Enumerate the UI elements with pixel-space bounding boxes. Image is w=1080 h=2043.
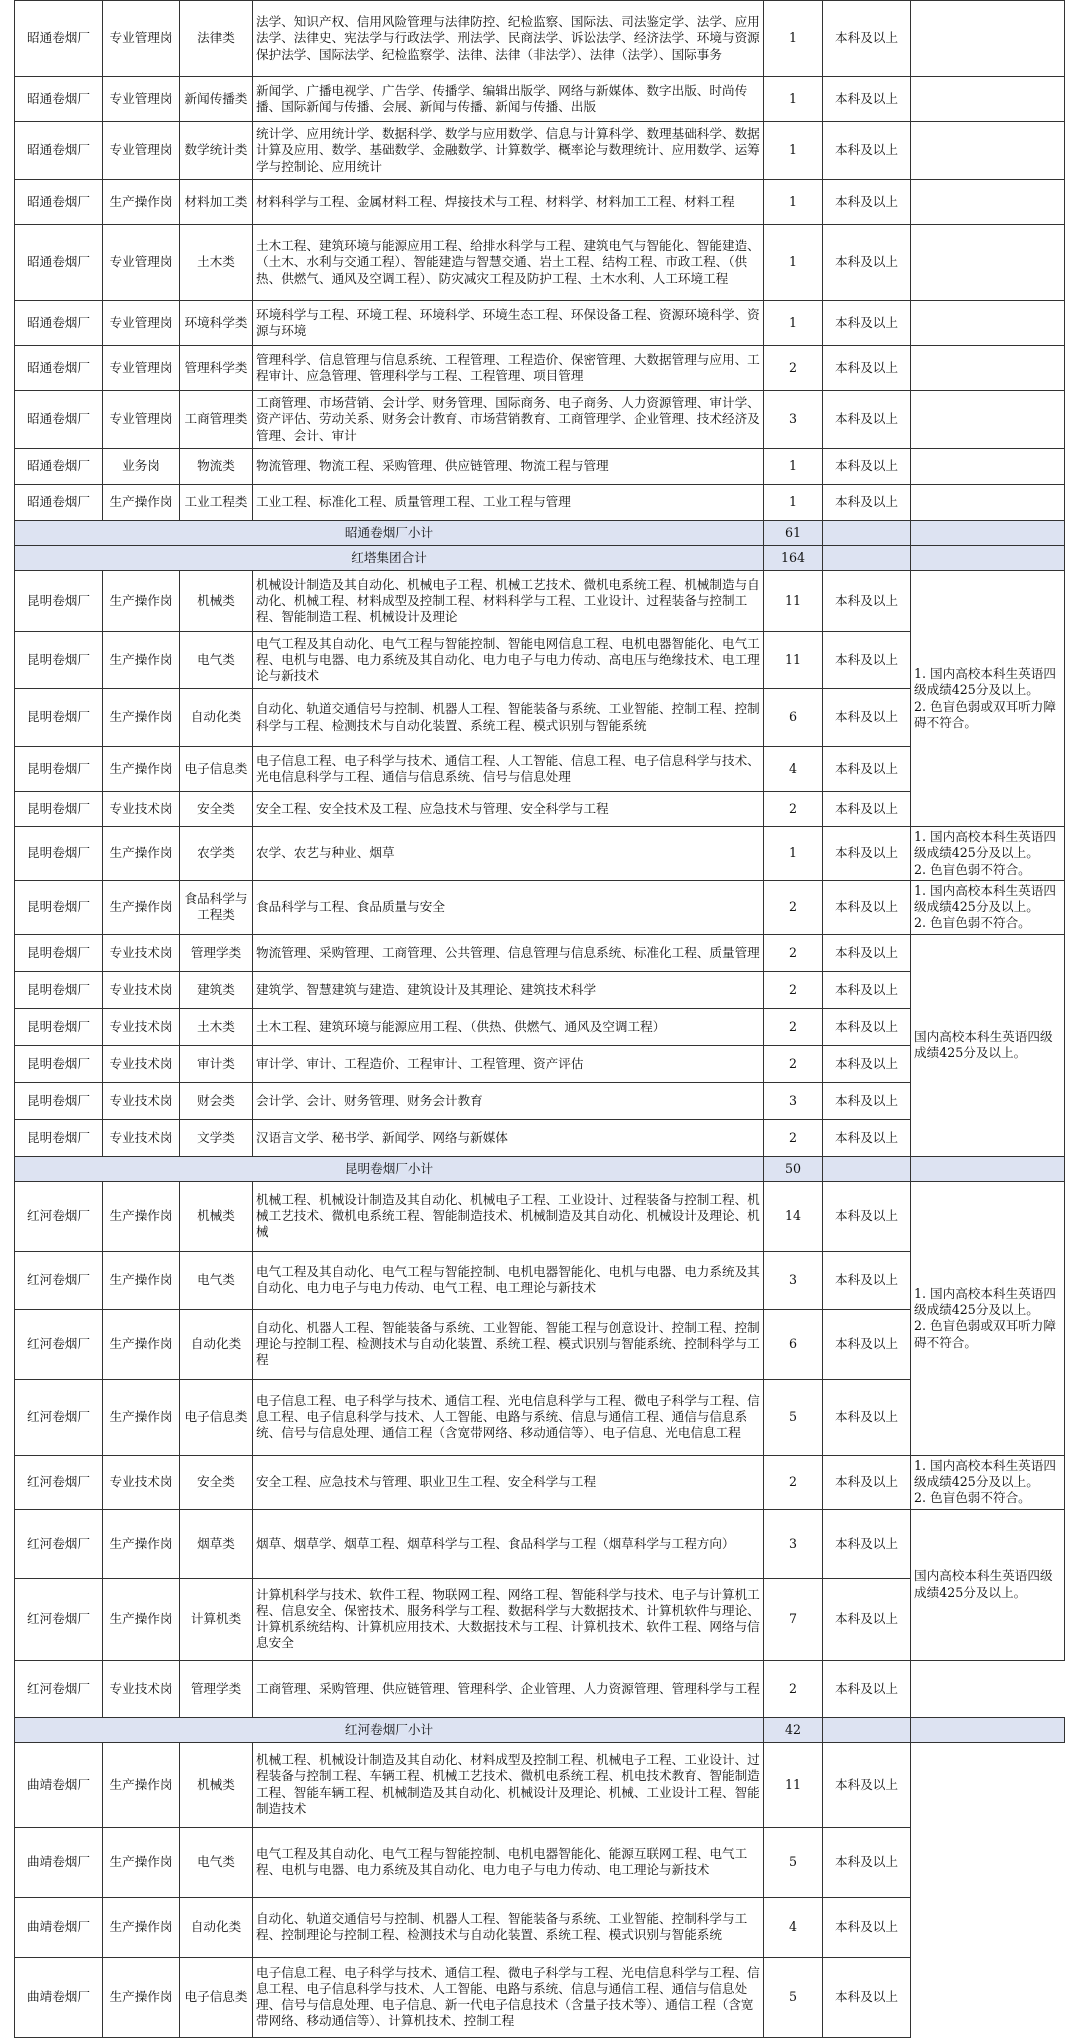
major-cell: 统计学、应用统计学、数据科学、数学与应用数学、信息与计算科学、数理基础科学、数据计算及应用、数学、基础数学、金融数学、计算数学、概率论与数理统计、应用数学、运筹学与控制论、应用统计 bbox=[253, 122, 764, 180]
unit-cell: 红河卷烟厂 bbox=[15, 1660, 103, 1717]
table-row bbox=[15, 792, 1065, 827]
requirement-cell bbox=[911, 1455, 1065, 1509]
recruitment-table bbox=[14, 0, 1065, 2038]
education-cell: 本科及以上 bbox=[823, 1251, 911, 1309]
count-cell: 1 bbox=[764, 485, 823, 521]
table-row bbox=[15, 1119, 1065, 1156]
major-cell: 环境科学与工程、环境工程、环境科学、环境生态工程、环保设备工程、资源环境科学、资源与环境 bbox=[253, 301, 764, 346]
count-cell: 2 bbox=[764, 934, 823, 971]
education-cell: 本科及以上 bbox=[823, 1455, 911, 1509]
unit-cell: 昭通卷烟厂 bbox=[15, 225, 103, 301]
post-cell: 生产操作岗 bbox=[103, 1827, 180, 1897]
count-cell: 6 bbox=[764, 689, 823, 747]
post-cell: 专业技术岗 bbox=[103, 1119, 180, 1156]
category-cell: 管理科学类 bbox=[180, 346, 253, 391]
requirement-text: 1. 国内高校本科生英语四级成绩425分及以上。 2. 色盲色弱不符合。 bbox=[914, 882, 1056, 931]
post-cell: 专业技术岗 bbox=[103, 1045, 180, 1082]
category-cell: 电子信息类 bbox=[180, 1379, 253, 1455]
major-cell: 管理科学、信息管理与信息系统、工程管理、工程造价、保密管理、大数据管理与应用、工程审计、应急管理、管理科学与工程、工程管理、项目管理 bbox=[253, 346, 764, 391]
table-row bbox=[15, 1, 1065, 77]
unit-cell: 昭通卷烟厂 bbox=[15, 1, 103, 77]
major-cell: 电子信息工程、电子科学与技术、通信工程、微电子科学与工程、光电信息科学与工程、信息工程、电子信息科学与技术、人工智能、电路与系统、信息与通信工程、通信与信息处理、信号与信息处理、电子信息、新一代电子信息技术（含量子技术等）、通信工程（含宽带网络、移动通信等）、计算机技术、控制工程 bbox=[253, 1957, 764, 2037]
category-cell: 烟草类 bbox=[180, 1509, 253, 1578]
education-cell: 本科及以上 bbox=[823, 792, 911, 827]
requirement-cell bbox=[911, 827, 1065, 881]
post-cell: 专业管理岗 bbox=[103, 346, 180, 391]
table-row bbox=[15, 1509, 1065, 1578]
count-cell: 2 bbox=[764, 792, 823, 827]
post-cell: 生产操作岗 bbox=[103, 1309, 180, 1379]
table-row bbox=[15, 1455, 1065, 1509]
major-cell: 会计学、会计、财务管理、财务会计教育 bbox=[253, 1082, 764, 1119]
category-cell: 材料加工类 bbox=[180, 180, 253, 225]
empty-cell bbox=[911, 521, 1065, 546]
post-cell: 生产操作岗 bbox=[103, 485, 180, 521]
post-cell: 生产操作岗 bbox=[103, 180, 180, 225]
table-row bbox=[15, 1827, 1065, 1897]
count-cell: 2 bbox=[764, 1008, 823, 1045]
table-row bbox=[15, 689, 1065, 747]
count-cell: 6 bbox=[764, 1309, 823, 1379]
category-cell: 土木类 bbox=[180, 225, 253, 301]
unit-cell: 昭通卷烟厂 bbox=[15, 485, 103, 521]
category-cell: 工商管理类 bbox=[180, 391, 253, 449]
education-cell: 本科及以上 bbox=[823, 1309, 911, 1379]
post-cell: 业务岗 bbox=[103, 449, 180, 485]
major-cell: 安全工程、安全技术及工程、应急技术与管理、安全科学与工程 bbox=[253, 792, 764, 827]
post-cell: 生产操作岗 bbox=[103, 1181, 180, 1251]
major-cell: 工商管理、市场营销、会计学、财务管理、国际商务、电子商务、人力资源管理、审计学、资产评估、劳动关系、财务会计教育、市场营销教育、工商管理学、企业管理、技术经济及管理、会计、审计 bbox=[253, 391, 764, 449]
category-cell: 机械类 bbox=[180, 1742, 253, 1827]
post-cell: 生产操作岗 bbox=[103, 571, 180, 632]
unit-cell: 昭通卷烟厂 bbox=[15, 391, 103, 449]
category-cell: 财会类 bbox=[180, 1082, 253, 1119]
post-cell: 生产操作岗 bbox=[103, 1742, 180, 1827]
count-cell: 2 bbox=[764, 880, 823, 934]
category-cell: 管理学类 bbox=[180, 1660, 253, 1717]
table-row bbox=[15, 1379, 1065, 1455]
category-cell: 土木类 bbox=[180, 1008, 253, 1045]
count-cell: 5 bbox=[764, 1379, 823, 1455]
count-cell: 2 bbox=[764, 346, 823, 391]
table-row bbox=[15, 632, 1065, 689]
education-cell: 本科及以上 bbox=[823, 689, 911, 747]
major-cell: 工商管理、采购管理、供应链管理、管理科学、企业管理、人力资源管理、管理科学与工程 bbox=[253, 1660, 764, 1717]
major-cell: 机械工程、机械设计制造及其自动化、材料成型及控制工程、机械电子工程、工业设计、过程装备与控制工程、车辆工程、机械工艺技术、微机电系统工程、机电技术教育、智能制造工程、智能车辆工程、机械制造及其自动化、机械设计及理论、机械、工业设计工程、智能制造技术 bbox=[253, 1742, 764, 1827]
count-cell: 4 bbox=[764, 747, 823, 792]
education-cell: 本科及以上 bbox=[823, 1119, 911, 1156]
unit-cell: 红河卷烟厂 bbox=[15, 1455, 103, 1509]
table-row bbox=[15, 1251, 1065, 1309]
requirement-cell bbox=[911, 225, 1065, 301]
education-cell: 本科及以上 bbox=[823, 301, 911, 346]
empty-cell bbox=[911, 1717, 1065, 1742]
subtotal-row bbox=[15, 546, 1065, 571]
table-row bbox=[15, 1309, 1065, 1379]
requirement-cell bbox=[911, 391, 1065, 449]
post-cell: 生产操作岗 bbox=[103, 880, 180, 934]
requirement-text: 1. 国内高校本科生英语四级成绩425分及以上。 2. 色盲色弱不符合。 bbox=[914, 829, 1056, 877]
major-cell: 物流管理、采购管理、工商管理、公共管理、信息管理与信息系统、标准化工程、质量管理 bbox=[253, 934, 764, 971]
table-row bbox=[15, 346, 1065, 391]
category-cell: 电子信息类 bbox=[180, 1957, 253, 2037]
requirement-cell bbox=[911, 77, 1065, 122]
category-cell: 安全类 bbox=[180, 1455, 253, 1509]
subtotal-label: 昭通卷烟厂小计 bbox=[15, 521, 764, 546]
major-cell: 自动化、轨道交通信号与控制、机器人工程、智能装备与系统、工业智能、控制工程、控制科学与工程、检测技术与自动化装置、系统工程、模式识别与智能系统 bbox=[253, 689, 764, 747]
unit-cell: 昭通卷烟厂 bbox=[15, 180, 103, 225]
category-cell: 机械类 bbox=[180, 571, 253, 632]
unit-cell: 昆明卷烟厂 bbox=[15, 1045, 103, 1082]
count-cell: 2 bbox=[764, 1660, 823, 1717]
unit-cell: 昭通卷烟厂 bbox=[15, 301, 103, 346]
education-cell: 本科及以上 bbox=[823, 571, 911, 632]
major-cell: 自动化、机器人工程、智能装备与系统、工业智能、智能工程与创意设计、控制工程、控制理论与控制工程、检测技术与自动化装置、系统工程、模式识别与智能系统、控制科学与工程 bbox=[253, 1309, 764, 1379]
education-cell: 本科及以上 bbox=[823, 1957, 911, 2037]
major-cell: 新闻学、广播电视学、广告学、传播学、编辑出版学、网络与新媒体、数字出版、时尚传播、国际新闻与传播、会展、新闻与传播、新闻与传播、出版 bbox=[253, 77, 764, 122]
table-row bbox=[15, 180, 1065, 225]
education-cell: 本科及以上 bbox=[823, 485, 911, 521]
post-cell: 专业管理岗 bbox=[103, 77, 180, 122]
category-cell: 电气类 bbox=[180, 1827, 253, 1897]
empty-cell bbox=[823, 546, 911, 571]
count-cell: 3 bbox=[764, 1509, 823, 1578]
category-cell: 法律类 bbox=[180, 1, 253, 77]
table-row bbox=[15, 934, 1065, 971]
unit-cell: 昆明卷烟厂 bbox=[15, 1082, 103, 1119]
count-cell: 1 bbox=[764, 180, 823, 225]
table-row bbox=[15, 1660, 1065, 1717]
unit-cell: 昆明卷烟厂 bbox=[15, 792, 103, 827]
unit-cell: 昆明卷烟厂 bbox=[15, 689, 103, 747]
major-cell: 土木工程、建筑环境与能源应用工程、（供热、供燃气、通风及空调工程） bbox=[253, 1008, 764, 1045]
major-cell: 汉语言文学、秘书学、新闻学、网络与新媒体 bbox=[253, 1119, 764, 1156]
count-cell: 1 bbox=[764, 122, 823, 180]
unit-cell: 红河卷烟厂 bbox=[15, 1578, 103, 1660]
post-cell: 专业技术岗 bbox=[103, 1660, 180, 1717]
requirement-cell bbox=[911, 880, 1065, 934]
count-cell: 11 bbox=[764, 1742, 823, 1827]
education-cell: 本科及以上 bbox=[823, 180, 911, 225]
table-row bbox=[15, 1897, 1065, 1957]
empty-cell bbox=[911, 1156, 1065, 1181]
subtotal-count: 50 bbox=[764, 1156, 823, 1181]
education-cell: 本科及以上 bbox=[823, 632, 911, 689]
requirement-cell bbox=[911, 1, 1065, 77]
count-cell: 5 bbox=[764, 1957, 823, 2037]
unit-cell: 昆明卷烟厂 bbox=[15, 1008, 103, 1045]
category-cell: 电气类 bbox=[180, 1251, 253, 1309]
requirement-cell bbox=[911, 1509, 1065, 1660]
table-row bbox=[15, 1082, 1065, 1119]
major-cell: 机械工程、机械设计制造及其自动化、机械电子工程、工业设计、过程装备与控制工程、机械工艺技术、微机电系统工程、智能制造技术、机械制造及其自动化、机械设计及理论、机械 bbox=[253, 1181, 764, 1251]
education-cell: 本科及以上 bbox=[823, 1897, 911, 1957]
unit-cell: 红河卷烟厂 bbox=[15, 1379, 103, 1455]
education-cell: 本科及以上 bbox=[823, 1827, 911, 1897]
post-cell: 专业技术岗 bbox=[103, 971, 180, 1008]
unit-cell: 红河卷烟厂 bbox=[15, 1181, 103, 1251]
education-cell: 本科及以上 bbox=[823, 971, 911, 1008]
count-cell: 4 bbox=[764, 1897, 823, 1957]
category-cell: 农学类 bbox=[180, 827, 253, 881]
education-cell: 本科及以上 bbox=[823, 346, 911, 391]
post-cell: 生产操作岗 bbox=[103, 632, 180, 689]
subtotal-row bbox=[15, 1717, 1065, 1742]
table-row bbox=[15, 391, 1065, 449]
table-row bbox=[15, 971, 1065, 1008]
category-cell: 自动化类 bbox=[180, 1897, 253, 1957]
count-cell: 1 bbox=[764, 77, 823, 122]
post-cell: 生产操作岗 bbox=[103, 1251, 180, 1309]
unit-cell: 曲靖卷烟厂 bbox=[15, 1827, 103, 1897]
count-cell: 1 bbox=[764, 827, 823, 881]
education-cell: 本科及以上 bbox=[823, 1578, 911, 1660]
count-cell: 2 bbox=[764, 1045, 823, 1082]
count-cell: 2 bbox=[764, 1119, 823, 1156]
category-cell: 物流类 bbox=[180, 449, 253, 485]
category-cell: 安全类 bbox=[180, 792, 253, 827]
count-cell: 5 bbox=[764, 1827, 823, 1897]
education-cell: 本科及以上 bbox=[823, 122, 911, 180]
requirement-cell bbox=[911, 122, 1065, 180]
table-row bbox=[15, 880, 1065, 934]
count-cell: 11 bbox=[764, 632, 823, 689]
category-cell: 新闻传播类 bbox=[180, 77, 253, 122]
education-cell: 本科及以上 bbox=[823, 1181, 911, 1251]
post-cell: 专业管理岗 bbox=[103, 122, 180, 180]
post-cell: 专业技术岗 bbox=[103, 1455, 180, 1509]
table-row bbox=[15, 485, 1065, 521]
post-cell: 专业技术岗 bbox=[103, 1082, 180, 1119]
table-row bbox=[15, 122, 1065, 180]
subtotal-label: 红河卷烟厂小计 bbox=[15, 1717, 764, 1742]
unit-cell: 昭通卷烟厂 bbox=[15, 77, 103, 122]
category-cell: 电子信息类 bbox=[180, 747, 253, 792]
subtotal-count: 61 bbox=[764, 521, 823, 546]
unit-cell: 昆明卷烟厂 bbox=[15, 827, 103, 881]
education-cell: 本科及以上 bbox=[823, 934, 911, 971]
table-row bbox=[15, 1008, 1065, 1045]
count-cell: 3 bbox=[764, 1082, 823, 1119]
requirement-text: 国内高校本科生英语四级成绩425分及以上。 bbox=[914, 1028, 1053, 1061]
unit-cell: 红河卷烟厂 bbox=[15, 1251, 103, 1309]
education-cell: 本科及以上 bbox=[823, 1045, 911, 1082]
table-row bbox=[15, 827, 1065, 881]
unit-cell: 红河卷烟厂 bbox=[15, 1509, 103, 1578]
unit-cell: 曲靖卷烟厂 bbox=[15, 1957, 103, 2037]
requirement-text: 1. 国内高校本科生英语四级成绩425分及以上。 2. 色盲色弱或双耳听力障碍不符合。 bbox=[914, 665, 1056, 730]
count-cell: 3 bbox=[764, 1251, 823, 1309]
major-cell: 审计学、审计、工程造价、工程审计、工程管理、资产评估 bbox=[253, 1045, 764, 1082]
education-cell: 本科及以上 bbox=[823, 1, 911, 77]
education-cell: 本科及以上 bbox=[823, 1509, 911, 1578]
education-cell: 本科及以上 bbox=[823, 1660, 911, 1717]
education-cell: 本科及以上 bbox=[823, 747, 911, 792]
post-cell: 生产操作岗 bbox=[103, 1897, 180, 1957]
count-cell: 2 bbox=[764, 1455, 823, 1509]
education-cell: 本科及以上 bbox=[823, 827, 911, 881]
major-cell: 农学、农艺与种业、烟草 bbox=[253, 827, 764, 881]
education-cell: 本科及以上 bbox=[823, 1082, 911, 1119]
category-cell: 工业工程类 bbox=[180, 485, 253, 521]
education-cell: 本科及以上 bbox=[823, 880, 911, 934]
category-cell: 环境科学类 bbox=[180, 301, 253, 346]
unit-cell: 昭通卷烟厂 bbox=[15, 449, 103, 485]
table-row bbox=[15, 1045, 1065, 1082]
unit-cell: 曲靖卷烟厂 bbox=[15, 1897, 103, 1957]
subtotal-count: 164 bbox=[764, 546, 823, 571]
table-row bbox=[15, 77, 1065, 122]
unit-cell: 昭通卷烟厂 bbox=[15, 122, 103, 180]
requirement-cell bbox=[911, 934, 1065, 1156]
category-cell: 自动化类 bbox=[180, 1309, 253, 1379]
major-cell: 建筑学、智慧建筑与建造、建筑设计及其理论、建筑技术科学 bbox=[253, 971, 764, 1008]
requirement-cell bbox=[911, 449, 1065, 485]
major-cell: 法学、知识产权、信用风险管理与法律防控、纪检监察、国际法、司法鉴定学、法学、应用法学、法律史、宪法学与行政法学、刑法学、民商法学、诉讼法学、经济法学、环境与资源保护法学、国际法学、纪检监察学、法律、法律（非法学）、法律（法学）、国际事务 bbox=[253, 1, 764, 77]
count-cell: 1 bbox=[764, 449, 823, 485]
unit-cell: 昆明卷烟厂 bbox=[15, 934, 103, 971]
major-cell: 自动化、轨道交通信号与控制、机器人工程、智能装备与系统、工业智能、控制科学与工程、控制理论与控制工程、检测技术与自动化装置、系统工程、模式识别与智能系统 bbox=[253, 1897, 764, 1957]
subtotal-row bbox=[15, 1156, 1065, 1181]
count-cell: 2 bbox=[764, 971, 823, 1008]
education-cell: 本科及以上 bbox=[823, 1742, 911, 1827]
category-cell: 管理学类 bbox=[180, 934, 253, 971]
table-row bbox=[15, 747, 1065, 792]
category-cell: 文学类 bbox=[180, 1119, 253, 1156]
category-cell: 数学统计类 bbox=[180, 122, 253, 180]
education-cell: 本科及以上 bbox=[823, 1379, 911, 1455]
unit-cell: 昆明卷烟厂 bbox=[15, 880, 103, 934]
unit-cell: 昭通卷烟厂 bbox=[15, 346, 103, 391]
count-cell: 1 bbox=[764, 1, 823, 77]
count-cell: 14 bbox=[764, 1181, 823, 1251]
major-cell: 物流管理、物流工程、采购管理、供应链管理、物流工程与管理 bbox=[253, 449, 764, 485]
table-row bbox=[15, 225, 1065, 301]
post-cell: 专业管理岗 bbox=[103, 301, 180, 346]
count-cell: 7 bbox=[764, 1578, 823, 1660]
requirement-text: 1. 国内高校本科生英语四级成绩425分及以上。 2. 色盲色弱或双耳听力障碍不符合。 bbox=[914, 1285, 1056, 1350]
subtotal-count: 42 bbox=[764, 1717, 823, 1742]
post-cell: 生产操作岗 bbox=[103, 747, 180, 792]
category-cell: 审计类 bbox=[180, 1045, 253, 1082]
major-cell: 电气工程及其自动化、电气工程与智能控制、电机电器智能化、能源互联网工程、电气工程、电机与电器、电力系统及其自动化、电力电子与电力传动、电工理论与新技术 bbox=[253, 1827, 764, 1897]
requirement-text: 国内高校本科生英语四级成绩425分及以上。 bbox=[914, 1568, 1053, 1600]
post-cell: 专业技术岗 bbox=[103, 792, 180, 827]
table-row bbox=[15, 301, 1065, 346]
unit-cell: 昆明卷烟厂 bbox=[15, 971, 103, 1008]
requirement-text: 1. 国内高校本科生英语四级成绩425分及以上。 2. 色盲色弱不符合。 bbox=[914, 1457, 1056, 1506]
post-cell: 专业管理岗 bbox=[103, 225, 180, 301]
subtotal-label: 红塔集团合计 bbox=[15, 546, 764, 571]
post-cell: 生产操作岗 bbox=[103, 1578, 180, 1660]
table-row bbox=[15, 1578, 1065, 1660]
unit-cell: 昆明卷烟厂 bbox=[15, 571, 103, 632]
empty-cell bbox=[823, 521, 911, 546]
major-cell: 电气工程及其自动化、电气工程与智能控制、电机电器智能化、电机与电器、电力系统及其自动化、电力电子与电力传动、电气工程、电工理论与新技术 bbox=[253, 1251, 764, 1309]
education-cell: 本科及以上 bbox=[823, 391, 911, 449]
requirement-cell bbox=[911, 301, 1065, 346]
post-cell: 专业技术岗 bbox=[103, 1008, 180, 1045]
unit-cell: 红河卷烟厂 bbox=[15, 1309, 103, 1379]
major-cell: 材料科学与工程、金属材料工程、焊接技术与工程、材料学、材料加工工程、材料工程 bbox=[253, 180, 764, 225]
unit-cell: 昆明卷烟厂 bbox=[15, 747, 103, 792]
unit-cell: 昆明卷烟厂 bbox=[15, 632, 103, 689]
post-cell: 专业管理岗 bbox=[103, 391, 180, 449]
post-cell: 生产操作岗 bbox=[103, 1379, 180, 1455]
major-cell: 食品科学与工程、食品质量与安全 bbox=[253, 880, 764, 934]
major-cell: 电子信息工程、电子科学与技术、通信工程、光电信息科学与工程、微电子科学与工程、信息工程、电子信息科学与技术、人工智能、电路与系统、信息与通信工程、通信与信息系统、信号与信息处理、通信工程（含宽带网络、移动通信等）、电子信息、光电信息工程 bbox=[253, 1379, 764, 1455]
requirement-cell bbox=[911, 485, 1065, 521]
count-cell: 11 bbox=[764, 571, 823, 632]
major-cell: 机械设计制造及其自动化、机械电子工程、机械工艺技术、微机电系统工程、机械制造与自动化、机械工程、材料成型及控制工程、材料科学与工程、工业设计、过程装备与控制工程、智能制造工程、机械设计及理论 bbox=[253, 571, 764, 632]
unit-cell: 曲靖卷烟厂 bbox=[15, 1742, 103, 1827]
category-cell: 建筑类 bbox=[180, 971, 253, 1008]
education-cell: 本科及以上 bbox=[823, 449, 911, 485]
category-cell: 计算机类 bbox=[180, 1578, 253, 1660]
post-cell: 专业管理岗 bbox=[103, 1, 180, 77]
table-row bbox=[15, 571, 1065, 632]
subtotal-label: 昆明卷烟厂小计 bbox=[15, 1156, 764, 1181]
major-cell: 电气工程及其自动化、电气工程与智能控制、智能电网信息工程、电机电器智能化、电气工程、电机与电器、电力系统及其自动化、电力电子与电力传动、高电压与绝缘技术、电工理论与新技术 bbox=[253, 632, 764, 689]
post-cell: 生产操作岗 bbox=[103, 1509, 180, 1578]
category-cell: 机械类 bbox=[180, 1181, 253, 1251]
post-cell: 生产操作岗 bbox=[103, 689, 180, 747]
table-row bbox=[15, 1181, 1065, 1251]
education-cell: 本科及以上 bbox=[823, 225, 911, 301]
category-cell: 食品科学与工程类 bbox=[180, 880, 253, 934]
education-cell: 本科及以上 bbox=[823, 1008, 911, 1045]
education-cell: 本科及以上 bbox=[823, 77, 911, 122]
count-cell: 3 bbox=[764, 391, 823, 449]
empty-cell bbox=[911, 546, 1065, 571]
post-cell: 专业技术岗 bbox=[103, 934, 180, 971]
post-cell: 生产操作岗 bbox=[103, 827, 180, 881]
category-cell: 电气类 bbox=[180, 632, 253, 689]
requirement-cell bbox=[911, 571, 1065, 827]
major-cell: 土木工程、建筑环境与能源应用工程、给排水科学与工程、建筑电气与智能化、智能建造、（土木、水利与交通工程）、智能建造与智慧交通、岩土工程、结构工程、市政工程、（供热、供燃气、通风及空调工程）、防灾减灾工程及防护工程、土木水利、人工环境工程 bbox=[253, 225, 764, 301]
major-cell: 电子信息工程、电子科学与技术、通信工程、人工智能、信息工程、电子信息科学与技术、光电信息科学与工程、通信与信息系统、信号与信息处理 bbox=[253, 747, 764, 792]
empty-cell bbox=[823, 1156, 911, 1181]
table-row bbox=[15, 449, 1065, 485]
unit-cell: 昆明卷烟厂 bbox=[15, 1119, 103, 1156]
subtotal-row bbox=[15, 521, 1065, 546]
major-cell: 工业工程、标准化工程、质量管理工程、工业工程与管理 bbox=[253, 485, 764, 521]
category-cell: 自动化类 bbox=[180, 689, 253, 747]
major-cell: 烟草、烟草学、烟草工程、烟草科学与工程、食品科学与工程（烟草科学与工程方向） bbox=[253, 1509, 764, 1578]
count-cell: 1 bbox=[764, 225, 823, 301]
table-row bbox=[15, 1742, 1065, 1827]
table-row bbox=[15, 1957, 1065, 2037]
count-cell: 1 bbox=[764, 301, 823, 346]
requirement-cell bbox=[911, 1181, 1065, 1455]
empty-cell bbox=[823, 1717, 911, 1742]
post-cell: 生产操作岗 bbox=[103, 1957, 180, 2037]
major-cell: 安全工程、应急技术与管理、职业卫生工程、安全科学与工程 bbox=[253, 1455, 764, 1509]
major-cell: 计算机科学与技术、软件工程、物联网工程、网络工程、智能科学与技术、电子与计算机工程、信息安全、保密技术、服务科学与工程、数据科学与大数据技术、计算机软件与理论、计算机系统结构、计算机应用技术、大数据技术与工程、计算机技术、软件工程、网络与信息安全 bbox=[253, 1578, 764, 1660]
requirement-cell bbox=[911, 180, 1065, 225]
requirement-cell bbox=[911, 346, 1065, 391]
